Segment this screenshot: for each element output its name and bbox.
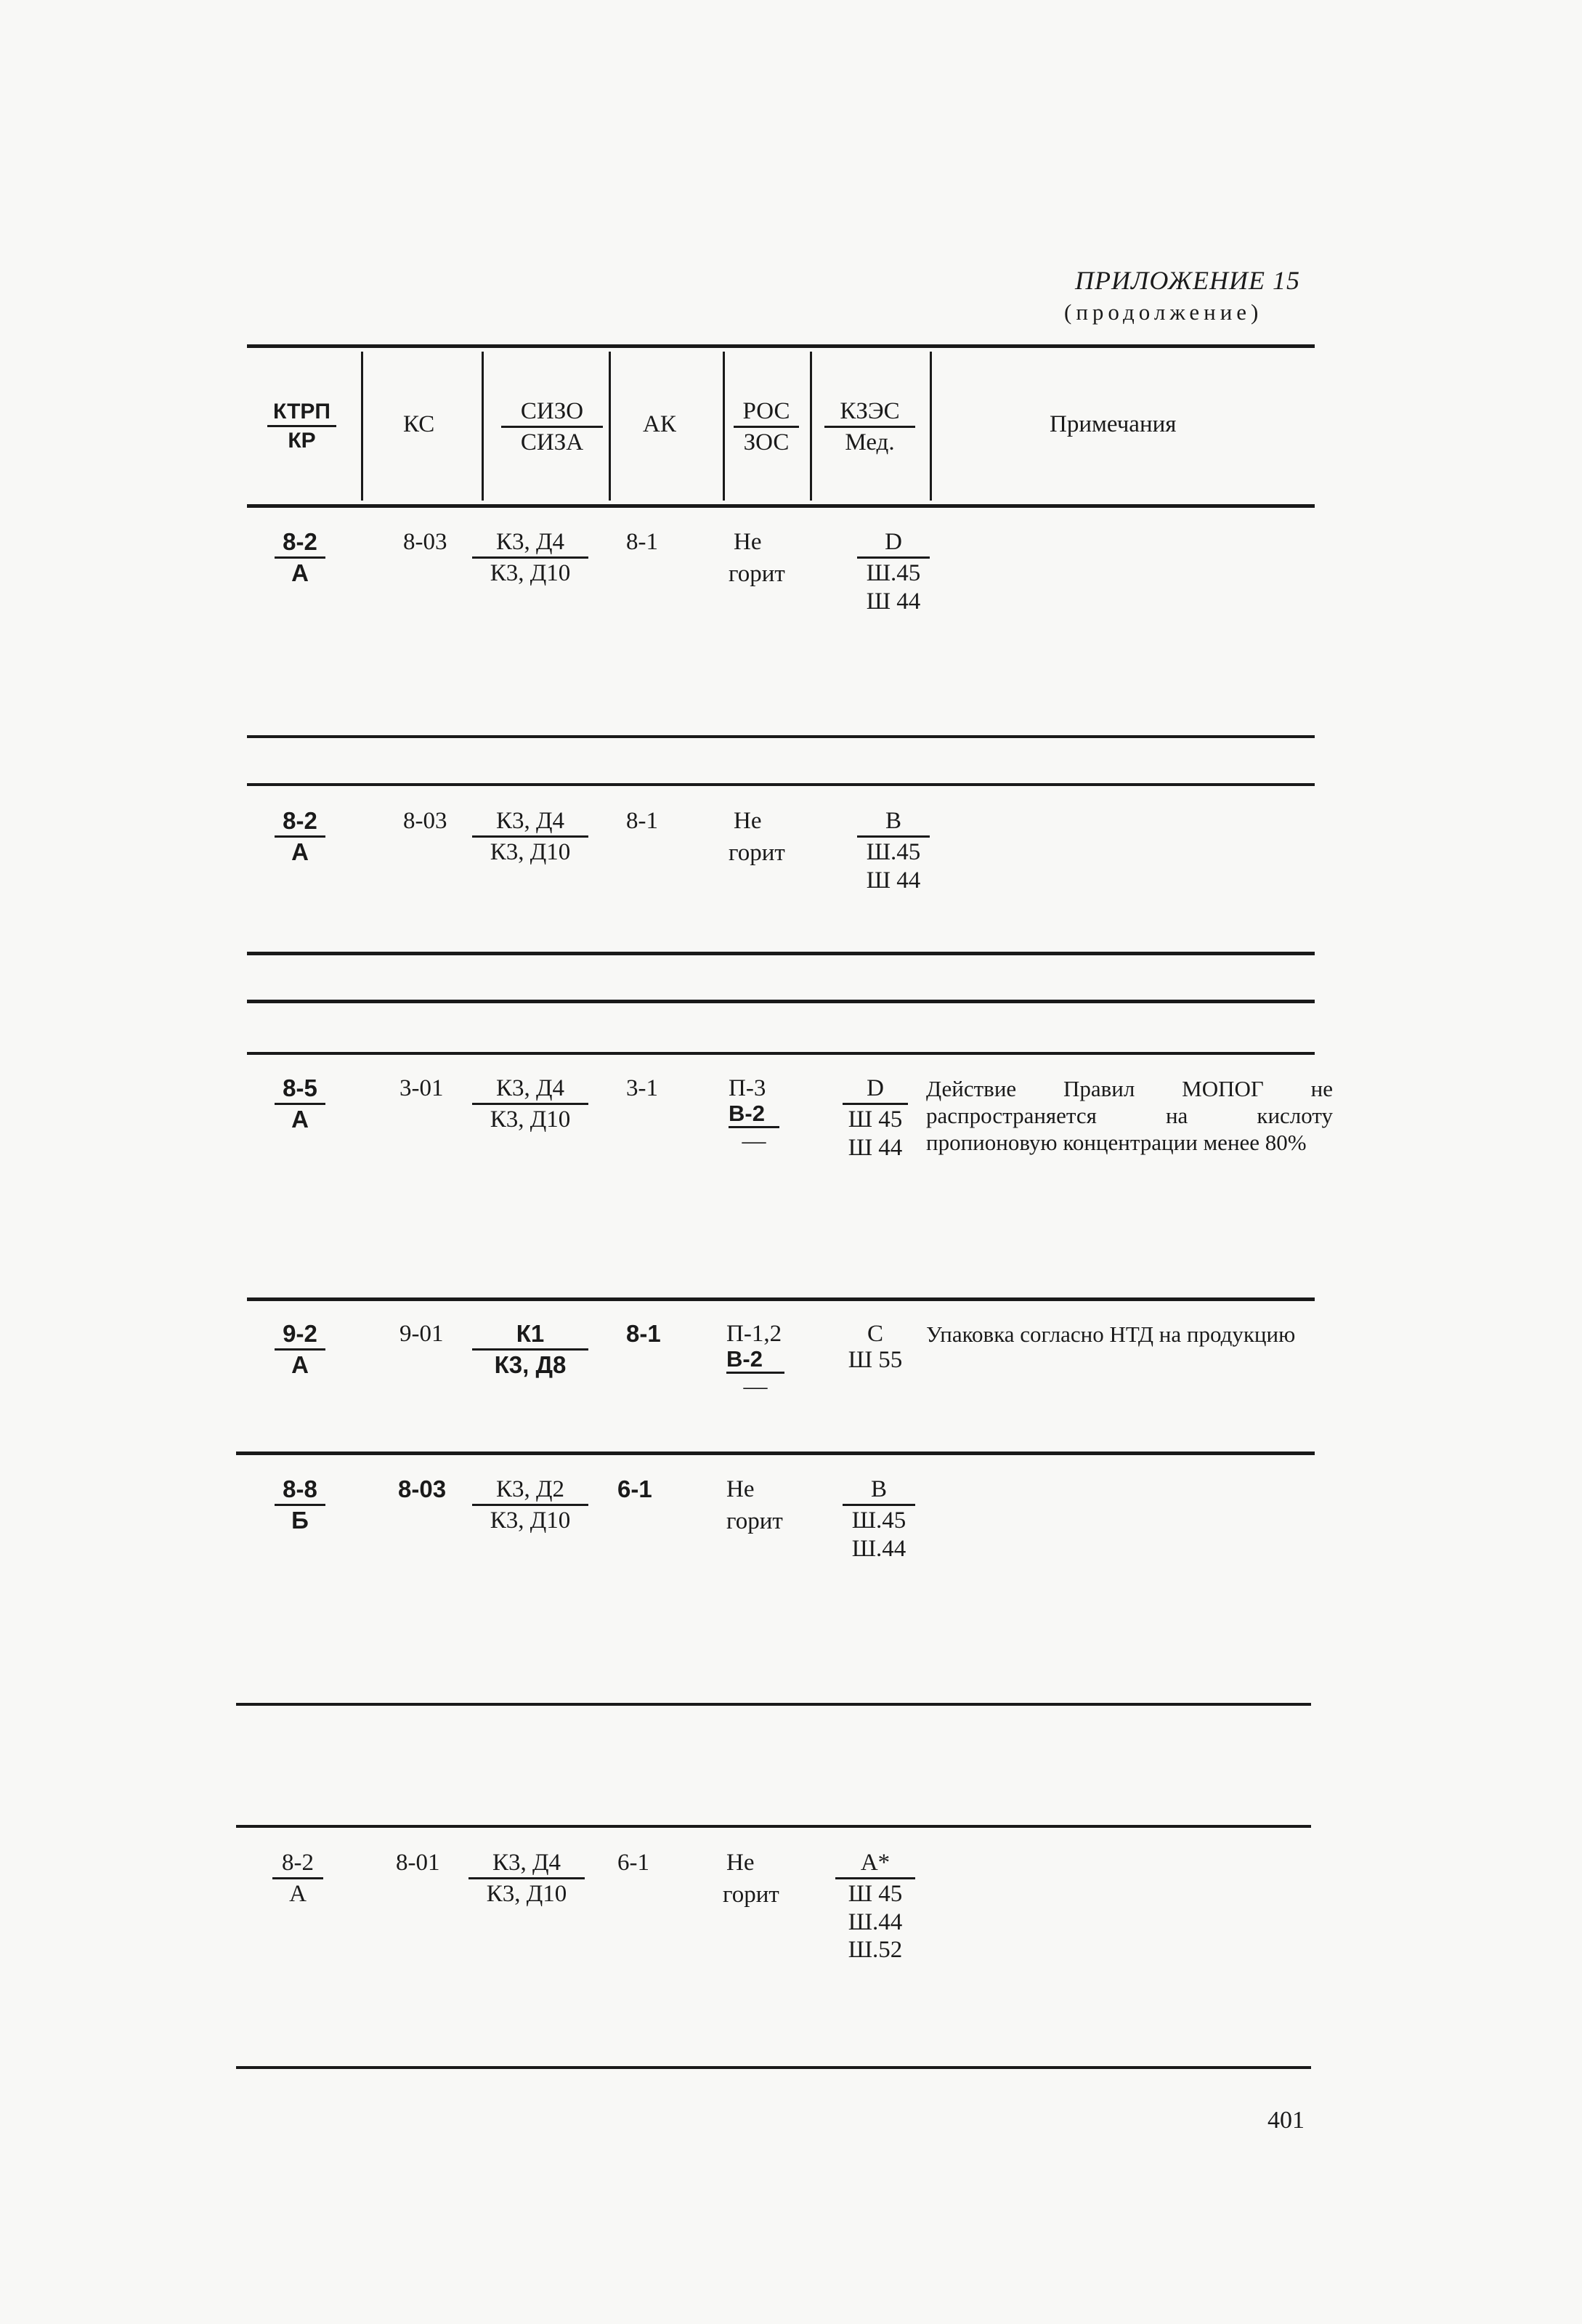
table-top-rule <box>247 344 1315 348</box>
row5-sizo: К3, Д2 К3, Д10 <box>472 1476 588 1534</box>
col-divider <box>810 352 812 501</box>
row1-ks: 8-03 <box>403 529 447 555</box>
row5-ktrp: 8-8 Б <box>275 1476 325 1534</box>
row2-ak: 8-1 <box>626 808 658 834</box>
row5-ks: 8-03 <box>398 1475 447 1502</box>
row4-note: Упаковка согласно НТД на продукцию <box>926 1321 1296 1347</box>
row6-sizo: К3, Д4 К3, Д10 <box>468 1850 585 1908</box>
row2-ks: 8-03 <box>403 808 447 834</box>
row3-sizo: К3, Д4 К3, Д10 <box>472 1075 588 1133</box>
table-bottom-rule <box>236 2066 1311 2069</box>
row4-sizo: К1 К3, Д8 <box>472 1321 588 1379</box>
page-title: ПРИЛОЖЕНИЕ 15 <box>1075 266 1300 295</box>
row4-ktrp: 9-2 А <box>275 1321 325 1379</box>
header-bottom-rule <box>247 504 1315 508</box>
row-separator <box>236 1452 1315 1455</box>
row6-ros-top: Не <box>726 1850 755 1876</box>
page-subtitle: (продолжение) <box>1064 299 1263 325</box>
row1-sizo: К3, Д4 К3, Д10 <box>472 529 588 587</box>
row1-ktrp: 8-2 А <box>275 529 325 587</box>
row1-ros-bot: горит <box>729 561 785 587</box>
col-divider <box>609 352 611 501</box>
row6-ros-bot: горит <box>723 1882 779 1908</box>
row3-ros: П-3 В-2 — <box>729 1075 779 1155</box>
page-number: 401 <box>1267 2107 1305 2134</box>
col-divider <box>482 352 484 501</box>
row2-ros-top: Не <box>734 808 762 834</box>
col-header-notes: Примечания <box>1050 411 1177 437</box>
row2-ros-bot: горит <box>729 840 785 866</box>
row-separator <box>247 1297 1315 1301</box>
row-separator <box>247 735 1315 738</box>
row2-kzes: В Ш.45 Ш 44 <box>857 808 930 894</box>
row5-kzes: В Ш.45 Ш.44 <box>843 1476 915 1562</box>
row5-ros-top: Не <box>726 1476 755 1502</box>
row1-ros-top: Не <box>734 529 762 555</box>
row1-ak: 8-1 <box>626 529 658 555</box>
col-divider <box>930 352 932 501</box>
row5-ros-bot: горит <box>726 1508 783 1534</box>
row4-ks: 9-01 <box>399 1321 444 1347</box>
row-separator <box>236 1703 1311 1706</box>
row-separator <box>247 952 1315 955</box>
row3-ktrp: 8-5 А <box>275 1075 325 1133</box>
row-separator <box>247 1000 1315 1003</box>
row4-kzes: С Ш 55 <box>848 1321 903 1374</box>
row4-ak: 8-1 <box>626 1320 661 1347</box>
row6-ks: 8-01 <box>396 1850 440 1876</box>
row1-kzes: D Ш.45 Ш 44 <box>857 529 930 615</box>
row-separator <box>247 1052 1315 1055</box>
row3-ak: 3-1 <box>626 1075 658 1101</box>
row2-sizo: К3, Д4 К3, Д10 <box>472 808 588 866</box>
col-header-ktrp: КТРП КР <box>267 400 336 453</box>
row6-kzes: А* Ш 45 Ш.44 Ш.52 <box>835 1850 915 1963</box>
row4-ros: П-1,2 В-2 — <box>726 1321 784 1401</box>
row2-ktrp: 8-2 А <box>275 808 325 866</box>
row-separator <box>236 1825 1311 1828</box>
col-header-ros: РОС ЗОС <box>734 398 799 456</box>
row3-kzes: D Ш 45 Ш 44 <box>843 1075 908 1161</box>
col-header-ks: КС <box>403 411 435 437</box>
row5-ak: 6-1 <box>617 1475 652 1502</box>
row3-note: Действие Правил МОПОГ не распространяется на кислоту пропионовую концентрации менее 80% <box>926 1076 1333 1156</box>
col-divider <box>361 352 363 501</box>
row-separator <box>247 783 1315 786</box>
col-header-sizo: СИЗО СИЗА <box>501 398 603 456</box>
col-header-ak: АК <box>643 411 676 437</box>
row6-ak: 6-1 <box>617 1850 649 1876</box>
col-header-kzes: КЗЭС Мед. <box>824 398 915 456</box>
row6-ktrp: 8-2 А <box>272 1850 323 1908</box>
row3-ks: 3-01 <box>399 1075 444 1101</box>
col-divider <box>723 352 725 501</box>
